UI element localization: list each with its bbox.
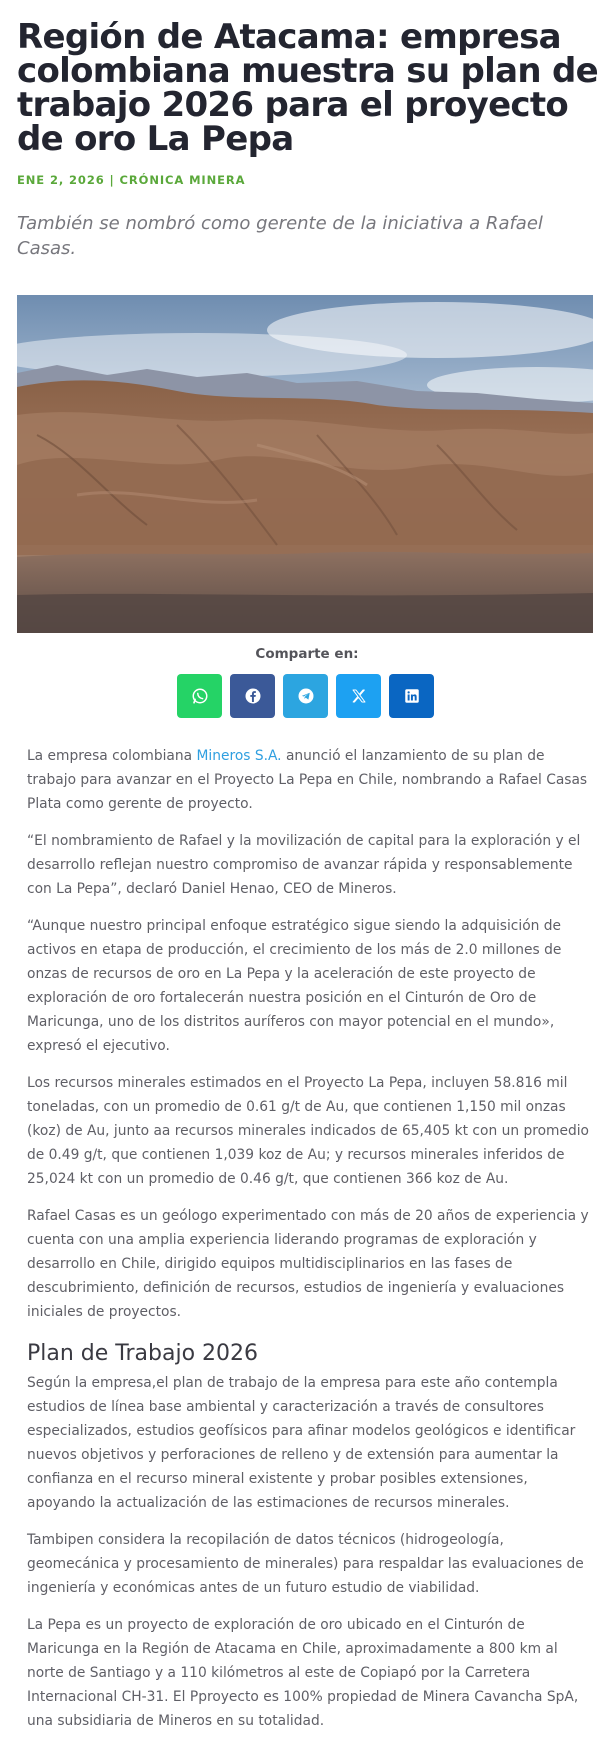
paragraph-4: Los recursos minerales estimados en el Proyecto La Pepa, incluyen 58.816 mil toneladas, con un promedio de 0.61 g/t de Au, que contienen 1,150 mil onzas (koz) de Au, junto aa recursos minerales indicados de 65,405 kt con un promedio de 0.49 g/t, que contienen 1,039 koz de Au; y recursos minerales inferidos de 25,024 kt con un promedio de 0.46 g/t, que contienen 366 koz de Au.	[27, 1075, 589, 1187]
paragraph-8: La Pepa es un proyecto de exploración de oro ubicado en el Cinturón de Maricunga en la Región de Atacama en Chile, aproximadamente a 800 km al norte de Santiago y a 110 kilómetros al este de Copiapó por la Carretera Internacional CH-31. El Pproyecto es 100% propiedad de Minera Cavancha SpA, una subsidiaria de Mineros en su totalidad.	[27, 1617, 579, 1729]
linkedin-icon	[403, 687, 421, 705]
article-subtitle: También se nombró como gerente de la iniciativa a Rafael Casas.	[17, 213, 543, 259]
paragraph-5: Rafael Casas es un geólogo experimentado con más de 20 años de experiencia y cuenta con una amplia experiencia liderando programas de exploración y desarrollo en Chile, dirigido equipos multidisciplinarios en las fases de descubrimiento, definición de recursos, estudios de ingeniería y evaluaciones iniciales de proyectos.	[27, 1208, 589, 1320]
article-title: Región de Atacama: empresa colombiana muestra su plan de trabajo 2026 para el proyecto de oro La Pepa	[17, 17, 598, 159]
x-icon	[350, 687, 368, 705]
telegram-icon	[297, 687, 315, 705]
share-label: Comparte en:	[255, 646, 359, 662]
section-heading: Plan de Trabajo 2026	[27, 1341, 259, 1366]
facebook-icon	[244, 687, 262, 705]
article-date: ENE 2, 2026	[17, 173, 105, 187]
share-telegram-button[interactable]	[283, 674, 328, 718]
article-meta	[17, 173, 245, 187]
share-buttons	[177, 674, 435, 718]
article-category-link[interactable]: CRÓNICA MINERA	[119, 173, 246, 187]
paragraph-1: La empresa colombiana Mineros S.A. anunció el lanzamiento de su plan de trabajo para avanzar en el Proyecto La Pepa en Chile, nombrando a Rafael Casas Plata como gerente de proyecto.	[27, 748, 588, 812]
hero-image	[17, 295, 593, 633]
meta-separator: |	[104, 173, 120, 187]
share-linkedin-button[interactable]	[389, 674, 434, 718]
paragraph-2: “El nombramiento de Rafael y la movilización de capital para la exploración y el desarrollo reflejan nuestro compromiso de avanzar rápida y responsablemente con La Pepa”, declaró Daniel Henao, CEO de Mineros.	[27, 833, 581, 897]
paragraph-7: Tambipen considera la recopilación de datos técnicos (hidrogeología, geomecánica y procesamiento de minerales) para respaldar las evaluaciones de ingeniería y económicas antes de un futuro estudio de viabilidad.	[27, 1532, 584, 1596]
article-body	[27, 744, 595, 1746]
paragraph-6: Según la empresa,el plan de trabajo de la empresa para este año contempla estudios de línea base ambiental y caracterización a través de consultores especializados, estudios geofísicos para afinar modelos geológicos e identificar nuevos objetivos y perforaciones de relleno y de extensión para aumentar la confianza en el recurso mineral existente y probar posibles extensiones, apoyando la actualización de las estimaciones de recursos minerales.	[27, 1375, 576, 1511]
whatsapp-icon	[191, 687, 209, 705]
share-facebook-button[interactable]	[230, 674, 275, 718]
mineros-link[interactable]: Mineros S.A.	[196, 748, 282, 764]
desert-landscape-photo	[17, 295, 593, 633]
paragraph-3: “Aunque nuestro principal enfoque estratégico sigue siendo la adquisición de activos en etapa de producción, el crecimiento de los más de 2.0 millones de onzas de recursos de oro en La Pepa y la aceleración de este proyecto de exploración de oro fortalecerán nuestra posición en el Cinturón de Oro de Maricunga, uno de los distritos auríferos con mayor potencial en el mundo», expresó el ejecutivo.	[27, 918, 562, 1054]
share-x-button[interactable]	[336, 674, 381, 718]
share-whatsapp-button[interactable]	[177, 674, 222, 718]
